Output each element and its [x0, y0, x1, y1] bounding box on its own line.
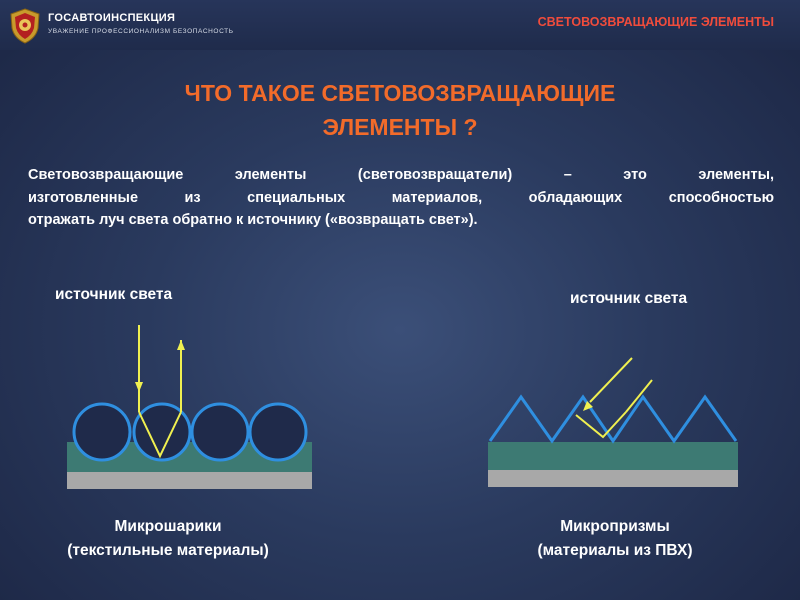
- page-title-line: ЧТО ТАКОЕ СВЕТОВОЗВРАЩАЮЩИЕ: [184, 80, 616, 106]
- microspheres-caption: [18, 515, 318, 563]
- microsphere: [192, 404, 248, 460]
- microprisms-base-layer: [488, 442, 738, 470]
- caption-line: Микрошарики: [114, 518, 222, 535]
- light-source-label-right: источник света: [570, 290, 688, 307]
- definition-line: отражать луч света обратно к источнику («возвращать свет»).: [28, 212, 478, 228]
- definition-line: Световозвращающие элементы (световозвращатели) – это элементы,: [28, 167, 774, 183]
- microprism-light-ray: [576, 358, 652, 437]
- microspheres-substrate: [67, 472, 312, 489]
- page-title-line: ЭЛЕМЕНТЫ ?: [322, 114, 478, 140]
- section-title: СВЕТОВОЗВРАЩАЮЩИЕ ЭЛЕМЕНТЫ: [537, 15, 774, 29]
- microprisms-substrate: [488, 470, 738, 487]
- brand-subtitle: УВАЖЕНИЕ ПРОФЕССИОНАЛИЗМ БЕЗОПАСНОСТЬ: [48, 28, 234, 35]
- microsphere: [74, 404, 130, 460]
- microspheres-diagram: [67, 325, 312, 489]
- caption-line: (материалы из ПВХ): [537, 542, 693, 559]
- microprisms-diagram: [488, 358, 738, 487]
- microsphere: [250, 404, 306, 460]
- brand-title: ГОСАВТОИНСПЕКЦИЯ: [48, 12, 176, 24]
- ray-arrow-icon: [177, 340, 185, 350]
- microprisms-caption: [470, 515, 760, 563]
- ray-arrow-icon: [135, 382, 143, 392]
- definition-line: изготовленные из специальных материалов, обладающих способностью: [28, 189, 774, 206]
- caption-line: (текстильные материалы): [67, 542, 269, 559]
- light-source-label-left: источник света: [55, 286, 173, 303]
- caption-line: Микропризмы: [560, 518, 670, 535]
- microprism-row: [490, 397, 736, 441]
